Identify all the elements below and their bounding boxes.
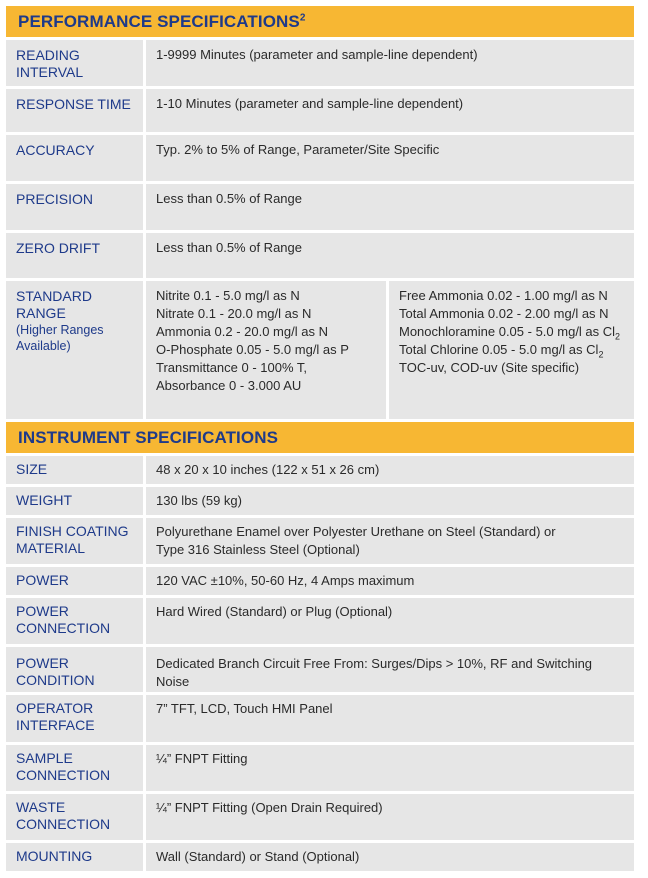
row-waste-connection [6, 794, 634, 840]
value-finish-coating [146, 518, 634, 564]
range-column-left [146, 281, 386, 419]
row-power-condition [6, 647, 634, 692]
label-sample-connection-line-1: SAMPLE [16, 750, 73, 766]
label-power-condition: POWER CONDITION [6, 647, 143, 692]
row-finish-coating [6, 518, 634, 564]
performance-header [6, 6, 634, 37]
value-sample-connection: ¼” FNPT Fitting [146, 745, 634, 791]
standard-range-note-1: (Higher Ranges [16, 323, 104, 337]
label-zero-drift: ZERO DRIFT [6, 233, 143, 278]
label-waste-connection-line-1: WASTE [16, 799, 66, 815]
label-weight: WEIGHT [6, 487, 143, 515]
range-toc-cod: TOC-uv, COD-uv (Site specific) [399, 360, 580, 375]
row-size [6, 456, 634, 484]
value-zero-drift: Less than 0.5% of Range [146, 233, 634, 278]
row-reading-interval [6, 40, 634, 86]
label-sample-connection-line-2: CONNECTION [16, 767, 111, 783]
value-precision: Less than 0.5% of Range [146, 184, 634, 230]
row-operator-interface [6, 695, 634, 742]
range-total-chlorine [399, 341, 628, 359]
range-ammonia: Ammonia 0.2 - 20.0 mg/l as N [156, 324, 328, 339]
row-zero-drift [6, 233, 634, 278]
range-monochloramine-subscript: 2 [615, 331, 621, 342]
label-finish-coating-line-2: MATERIAL [16, 540, 85, 556]
range-o-phosphate: O-Phosphate 0.05 - 5.0 mg/l as P [156, 342, 349, 357]
row-response-time [6, 89, 634, 132]
row-precision [6, 184, 634, 230]
label-finish-coating-line-1: FINISH COATING [16, 523, 129, 539]
value-waste-connection: ¼” FNPT Fitting (Open Drain Required) [146, 794, 634, 840]
label-operator-interface [6, 695, 143, 742]
range-monochloramine-text: Monochloramine 0.05 - 5.0 mg/l as Cl [399, 324, 616, 339]
range-free-ammonia: Free Ammonia 0.02 - 1.00 mg/l as N [399, 288, 608, 303]
label-mounting: MOUNTING [6, 843, 143, 871]
value-accuracy: Typ. 2% to 5% of Range, Parameter/Site Specific [146, 135, 634, 181]
value-operator-interface: 7” TFT, LCD, Touch HMI Panel [146, 695, 634, 742]
label-waste-connection [6, 794, 143, 840]
label-power: POWER [6, 567, 143, 595]
row-sample-connection [6, 745, 634, 791]
row-accuracy [6, 135, 634, 181]
row-mounting [6, 843, 634, 871]
value-power: 120 VAC ±10%, 50-60 Hz, 4 Amps maximum [146, 567, 634, 595]
performance-title: PERFORMANCE SPECIFICATIONS [18, 12, 300, 31]
range-total-chlorine-text: Total Chlorine 0.05 - 5.0 mg/l as Cl [399, 342, 599, 357]
label-size: SIZE [6, 456, 143, 484]
spec-sheet [6, 6, 634, 874]
range-transmittance: Transmittance 0 - 100% T, [156, 360, 308, 375]
value-reading-interval: 1-9999 Minutes (parameter and sample-line dependent) [146, 40, 634, 86]
label-power-connection [6, 598, 143, 644]
label-waste-connection-line-2: CONNECTION [16, 816, 111, 832]
label-response-time: RESPONSE TIME [6, 89, 143, 132]
standard-range-note-2: Available) [16, 339, 71, 353]
label-power-connection-line-2: CONNECTION [16, 620, 111, 636]
label-operator-interface-line-1: OPERATOR [16, 700, 94, 716]
row-weight [6, 487, 634, 515]
row-power-connection [6, 598, 634, 644]
label-power-connection-line-1: POWER [16, 603, 69, 619]
range-nitrite: Nitrite 0.1 - 5.0 mg/l as N [156, 288, 300, 303]
standard-range-title: STANDARD RANGE [16, 288, 92, 321]
range-column-right [389, 281, 634, 419]
range-total-ammonia: Total Ammonia 0.02 - 2.00 mg/l as N [399, 306, 609, 321]
range-monochloramine [399, 323, 628, 341]
value-finish-coating-line-1: Polyurethane Enamel over Polyester Urethane on Steel (Standard) or [156, 524, 556, 539]
row-standard-range [6, 281, 634, 419]
value-size: 48 x 20 x 10 inches (122 x 51 x 26 cm) [146, 456, 634, 484]
label-standard-range [6, 281, 143, 419]
value-power-connection: Hard Wired (Standard) or Plug (Optional) [146, 598, 634, 644]
range-absorbance: Absorbance 0 - 3.000 AU [156, 378, 302, 393]
label-precision: PRECISION [6, 184, 143, 230]
label-operator-interface-line-2: INTERFACE [16, 717, 95, 733]
label-reading-interval: READING INTERVAL [6, 40, 143, 86]
range-total-chlorine-subscript: 2 [598, 349, 604, 360]
instrument-header [6, 422, 634, 453]
value-mounting: Wall (Standard) or Stand (Optional) [146, 843, 634, 871]
row-power [6, 567, 634, 595]
value-weight: 130 lbs (59 kg) [146, 487, 634, 515]
label-accuracy: ACCURACY [6, 135, 143, 181]
value-power-condition: Dedicated Branch Circuit Free From: Surges/Dips > 10%, RF and Switching Noise [146, 647, 634, 692]
label-finish-coating [6, 518, 143, 564]
range-nitrate: Nitrate 0.1 - 20.0 mg/l as N [156, 306, 312, 321]
performance-footnote-ref: 2 [299, 12, 306, 24]
value-response-time: 1-10 Minutes (parameter and sample-line dependent) [146, 89, 634, 132]
label-sample-connection [6, 745, 143, 791]
standard-range-values [146, 281, 634, 419]
instrument-title: INSTRUMENT SPECIFICATIONS [18, 428, 279, 447]
value-finish-coating-line-2: Type 316 Stainless Steel (Optional) [156, 542, 360, 557]
